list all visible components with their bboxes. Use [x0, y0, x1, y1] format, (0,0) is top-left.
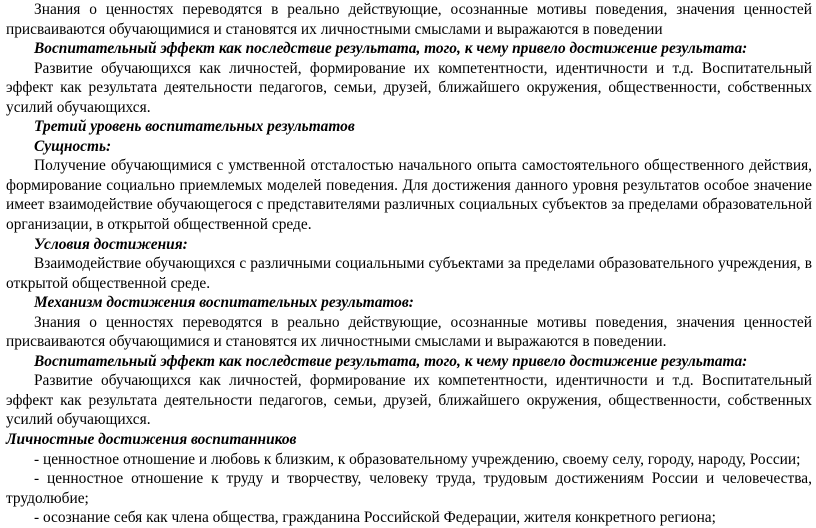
heading-third-level: Третий уровень воспитательных результатов [34, 118, 355, 136]
heading-mechanism: Механизм достижения воспитательных результатов: [34, 294, 414, 312]
paragraph-personal-development: Развитие обучающихся как личностей, формирование их компетентности, идентичности и т.д. Воспитательный эффект как результата деятельности педагогов, семьи, друзей, ближайшего окружения, общественности, собственных усилий обучающихся. [6, 59, 812, 116]
list-item-value-of-work: - ценностное отношение к труду и творчеству, человеку труда, трудовым достижениям России и человечества, трудолюбие; [6, 470, 812, 507]
paragraph-conditions: Взаимодействие обучающихся с различными социальными субъектами за пределами образовательного учреждения, в открытой общественной среде. [6, 255, 812, 292]
paragraph-mechanism: Знания о ценностях переводятся в реально действующие, осознанные мотивы поведения, значения ценностей присваиваются обучающимися и становятся их личностными смыслами и выражаются в поведении. [6, 313, 812, 351]
paragraph-personal-development-2: Развитие обучающихся как личностей, формирование их компетентности, идентичности и т.д. Воспитательный эффект как результата деятельности педагогов, семьи, друзей, ближайшего окружения, общественности, собственных усилий обучающихся. [6, 372, 812, 429]
heading-personal-achievements: Личностные достижения воспитанников [6, 431, 297, 449]
list-item-love-for-close: - ценностное отношение и любовь к близким, к образовательному учреждению, своему селу, городу, народу, России; [34, 450, 801, 468]
heading-educational-effect-2: Воспитательный эффект как последствие результата, того, к чему привело достижение результата: [34, 352, 748, 370]
document-page [6, 0, 812, 528]
heading-conditions: Условия достижения: [34, 235, 188, 253]
paragraph-knowledge-values: Знания о ценностях переводятся в реально действующие, осознанные мотивы поведения, значения ценностей присваиваются обучающимися и становятся их личностными смыслами и выражаются в поведении [6, 1, 812, 38]
list-item-citizen-awareness: - осознание себя как члена общества, гражданина Российской Федерации, жителя конкретного региона; [34, 509, 716, 527]
heading-educational-effect: Воспитательный эффект как последствие результата, того, к чему привело достижение результата: [34, 40, 748, 58]
paragraph-essence: Получение обучающимися с умственной отсталостью начального опыта самостоятельного общественного действия, формирование социально приемлемых моделей поведения. Для достижения данного уровня результатов особое значение имеет взаимодействие обучающегося с представителями различных социальных субъектов за пределами образовательной организации, в открытой общественной среде. [6, 157, 812, 234]
heading-essence: Сущность: [34, 137, 112, 155]
